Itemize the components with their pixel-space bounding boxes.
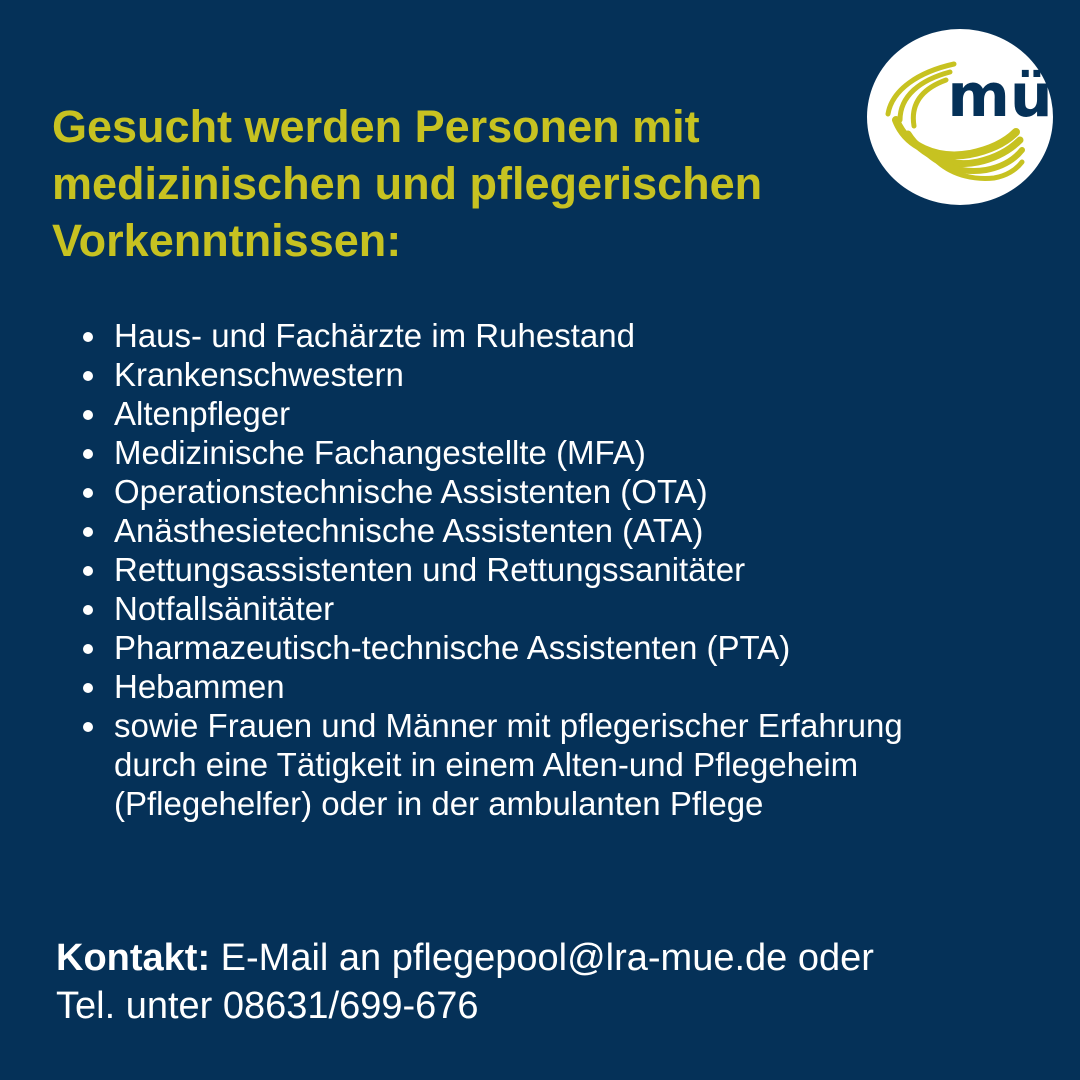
bullet-icon [83,449,93,459]
contact-block [56,934,1036,1030]
list-item [78,355,1038,394]
bullet-icon [83,527,93,537]
headline-line-3: Vorkenntnissen: [52,215,402,266]
contact-phone-line: Tel. unter 08631/699-676 [56,985,479,1027]
list-item [78,550,1038,589]
list-item-text: Operationstechnische Assistenten (OTA) [114,473,708,510]
bullet-icon [83,683,93,693]
logo-text: mü [947,61,1053,131]
headline [52,98,872,269]
list-item-text: Notfallsänitäter [114,590,335,627]
list-item [78,628,1038,667]
list-item [78,667,1038,706]
bullet-icon [83,410,93,420]
list-item [78,433,1038,472]
qualifications-list [78,316,1038,823]
list-item-text: Hebammen [114,668,285,705]
list-item [78,589,1038,628]
bullet-icon [83,371,93,381]
list-item-text: Krankenschwestern [114,356,404,393]
list-item-text: Anästhesietechnische Assistenten (ATA) [114,512,704,549]
list-item [78,706,1038,823]
headline-line-2: medizinischen und pflegerischen [52,158,763,209]
contact-email-line: E-Mail an pflegepool@lra-mue.de oder [210,937,874,979]
list-item-text: Altenpfleger [114,395,291,432]
bullet-icon [83,332,93,342]
list-item [78,511,1038,550]
list-item-text: Medizinische Fachangestellte (MFA) [114,434,646,471]
bullet-icon [83,566,93,576]
bullet-icon [83,605,93,615]
list-item-text: Haus- und Fachärzte im Ruhestand [114,317,635,354]
list-item [78,394,1038,433]
list-item-text: Rettungsassistenten und Rettungssanitäter [114,551,746,588]
list-item-text: durch eine Tätigkeit in einem Alten-und Pflegeheim [114,746,859,783]
list-item-text: sowie Frauen und Männer mit pflegerischer Erfahrung [114,707,903,744]
bullet-icon [83,722,93,732]
list-item [78,472,1038,511]
mue-logo [866,28,1054,206]
contact-label: Kontakt: [56,937,211,979]
bullet-icon [83,488,93,498]
headline-line-1: Gesucht werden Personen mit [52,101,700,152]
list-item-text: (Pflegehelfer) oder in der ambulanten Pflege [114,785,764,822]
bullet-icon [83,644,93,654]
list-item [78,316,1038,355]
list-item-text: Pharmazeutisch-technische Assistenten (PTA) [114,629,791,666]
